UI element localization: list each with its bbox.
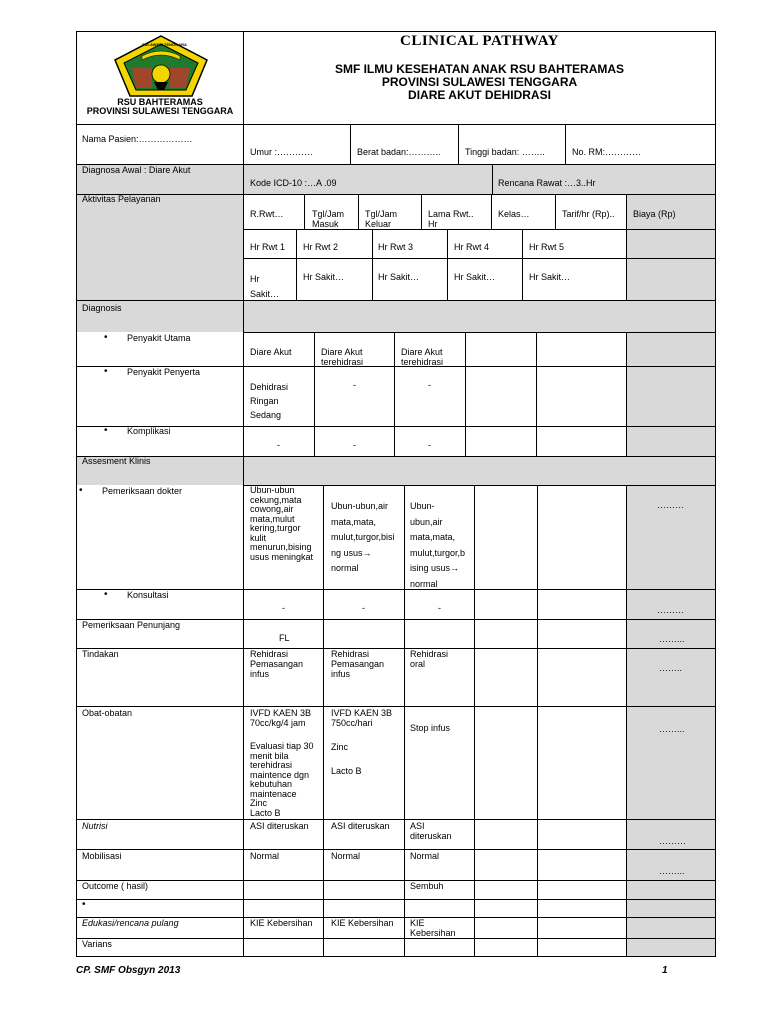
page-number: 1 (662, 965, 668, 976)
hr-rwt-5: Hr Rwt 5 (529, 242, 565, 252)
konsultasi-day2: - (362, 603, 365, 613)
konsultasi-day3: - (438, 603, 441, 613)
tindakan-day3: Rehidrasi oral (410, 649, 449, 669)
edukasi-day1: KIE Kebersihan (250, 918, 313, 928)
diagnosis-label: Diagnosis (82, 303, 122, 313)
hr-sakit-5: Hr Sakit… (529, 272, 571, 282)
mobilisasi-day3: Normal (410, 851, 440, 861)
penyakit-penyerta-label: • Penyakit Penyerta (127, 367, 200, 377)
komplikasi-day3: - (428, 440, 431, 450)
footer-text: CP. SMF Obsgyn 2013 (76, 965, 181, 976)
penyerta-day1: Dehidrasi Ringan Sedang (250, 382, 289, 420)
hr-rwt-3: Hr Rwt 3 (378, 242, 414, 252)
penyakit-utama-label: • Penyakit Utama (127, 333, 191, 343)
page-title: CLINICAL PATHWAY (399, 33, 559, 49)
logo-lettering: SULAWESI TENGGARA (142, 42, 187, 47)
edukasi-day3: KIE Kebersihan (410, 918, 456, 938)
penunjang-value: FL (279, 633, 290, 643)
hr-rwt-4: Hr Rwt 4 (454, 242, 490, 252)
hr-sakit-3: Hr Sakit… (378, 272, 420, 282)
mobilisasi-label: Mobilisasi (82, 851, 122, 861)
edukasi-day2: KIE Kebersihan (331, 918, 394, 928)
diagnosis-right-shade (626, 332, 715, 456)
nama-pasien-field[interactable]: Nama Pasien:……………… (82, 134, 193, 144)
konsultasi-dots: ……… (657, 605, 684, 615)
bullet-row: • (82, 899, 86, 910)
obat-label: Obat-obatan (82, 708, 133, 718)
utama-day2: Diare Akut terehidrasi (321, 347, 364, 367)
dokter-day3: Ubun- ubun,air mata,mata, mulut,turgor,b ising usus→ normal (410, 501, 466, 589)
col-tgl-keluar: Tgl/Jam Keluar (365, 209, 398, 229)
obat-day2-lacto: Lacto B (331, 766, 362, 776)
hr-rwt-1: Hr Rwt 1 (250, 242, 286, 252)
nutrisi-day1: ASI diteruskan (250, 821, 309, 831)
hospital-logo (112, 34, 210, 98)
obat-day2-ivfd: IVFD KAEN 3B 750cc/hari (331, 708, 393, 728)
obat-day2-zinc: Zinc (331, 742, 349, 752)
penunjang-label: Pemeriksaan Penunjang (82, 620, 181, 630)
col-biaya: Biaya (Rp) (633, 209, 676, 219)
header-line-3: DIARE AKUT DEHIDRASI (408, 88, 551, 102)
right-column-shade (626, 485, 715, 956)
dokter-day1: Ubun-ubun cekung,mata cowong,air mata,mulut kering,turgor kulit menurun,bising usus meningkat (250, 485, 314, 562)
hr-rwt-2: Hr Rwt 2 (303, 242, 339, 252)
utama-day3: Diare Akut terehidrasi (401, 347, 444, 367)
col-ruang-rawat: R.Rwt… (250, 209, 284, 219)
col-kelas: Kelas… (498, 209, 530, 219)
dokter-dots: ……… (657, 500, 684, 510)
diagnosis-row-shade (76, 300, 715, 332)
obat-day1-ivfd: IVFD KAEN 3B 70cc/kg/4 jam (250, 708, 312, 728)
hr-sakit-1: Hr Sakit… (250, 274, 280, 299)
umur-field[interactable]: Umur :………… (250, 147, 313, 157)
outcome-day3: Sembuh (410, 881, 444, 891)
nutrisi-dots: ……… (659, 836, 686, 846)
tinggi-badan-field[interactable]: Tinggi badan: …….. (465, 147, 545, 157)
tindakan-label: Tindakan (82, 649, 119, 659)
hospital-name: RSU BAHTERAMAS (117, 97, 203, 107)
obat-day3: Stop infus (410, 723, 451, 733)
outcome-label: Outcome ( hasil) (82, 881, 149, 891)
nutrisi-day2: ASI diteruskan (331, 821, 390, 831)
utama-day1: Diare Akut (250, 347, 292, 357)
rencana-rawat-field[interactable]: Rencana Rawat :…3..Hr (498, 178, 596, 188)
hospital-province: PROVINSI SULAWESI TENGGARA (86, 106, 234, 116)
penyerta-day3: - (428, 380, 431, 390)
penunjang-dots: ……... (659, 634, 685, 644)
assesment-row-shade (76, 456, 715, 485)
col-tgl-masuk: Tgl/Jam Masuk (312, 209, 345, 229)
pemeriksaan-dokter-label: • Pemeriksaan dokter (102, 486, 182, 496)
dokter-day2: Ubun-ubun,air mata,mata, mulut,turgor,bisi ng usus→ normal (331, 501, 395, 573)
obat-dots: ……... (659, 724, 685, 734)
tindakan-day1: Rehidrasi Pemasangan infus (250, 649, 304, 679)
hr-sakit-4: Hr Sakit… (454, 272, 496, 282)
no-rm-field[interactable]: No. RM:………… (572, 147, 642, 157)
aktivitas-label: Aktivitas Pelayanan (82, 194, 161, 204)
konsultasi-day1: - (282, 603, 285, 613)
kode-icd-field[interactable]: Kode ICD-10 :…A .09 (250, 178, 337, 188)
mobilisasi-day1: Normal (250, 851, 280, 861)
komplikasi-label: • Komplikasi (127, 426, 171, 436)
mobilisasi-dots: ……... (659, 866, 685, 876)
mobilisasi-day2: Normal (331, 851, 361, 861)
komplikasi-day2: - (353, 440, 356, 450)
konsultasi-label: • Konsultasi (127, 590, 169, 600)
obat-day1-evaluasi: Evaluasi tiap 30 menit bila terehidrasi maintence dgn kebutuhan maintenace Zinc Lacto B (250, 741, 314, 818)
berat-badan-field[interactable]: Berat badan:……….. (357, 147, 441, 157)
nutrisi-day3: ASI diteruskan (410, 821, 452, 841)
tindakan-dots: …….. (659, 663, 683, 673)
header-line-2: PROVINSI SULAWESI TENGGARA (381, 75, 578, 89)
col-tarif: Tarif/hr (Rp).. (562, 209, 615, 219)
penyerta-day2: - (353, 380, 356, 390)
assesment-label: Assesment Klinis (82, 456, 151, 466)
varians-label: Varians (82, 939, 112, 949)
header-line-1: SMF ILMU KESEHATAN ANAK RSU BAHTERAMAS (334, 62, 625, 76)
tindakan-day2: Rehidrasi Pemasangan infus (331, 649, 385, 679)
nutrisi-label: Nutrisi (82, 821, 108, 831)
col-lama-rawat: Lama Rwt.. Hr (428, 209, 474, 229)
hr-sakit-2: Hr Sakit… (303, 272, 345, 282)
komplikasi-day1: - (277, 440, 280, 450)
edukasi-label: Edukasi/rencana pulang (82, 918, 179, 928)
aktivitas-label-shade (76, 194, 244, 300)
diagnosa-awal-label: Diagnosa Awal : Diare Akut (82, 165, 191, 175)
